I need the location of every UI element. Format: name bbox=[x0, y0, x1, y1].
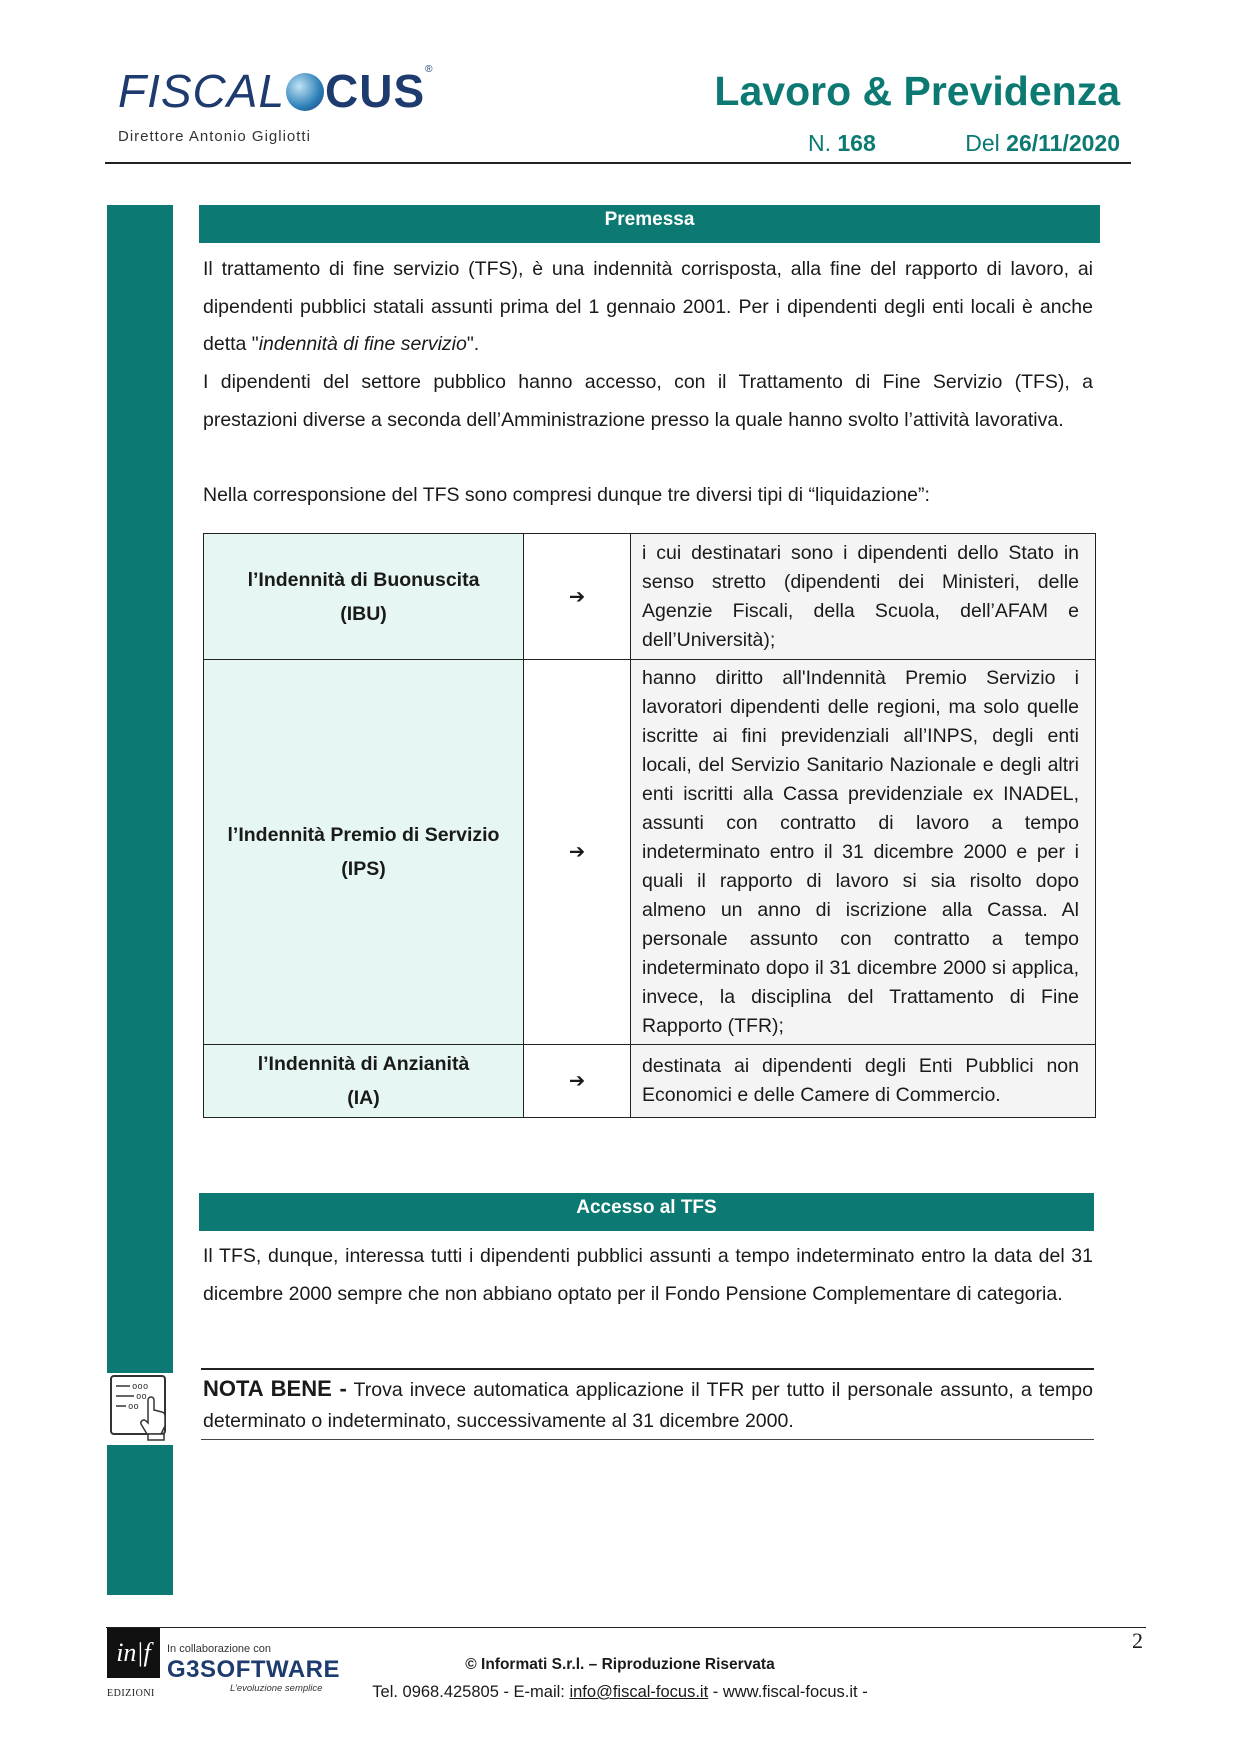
edizioni-label: EDIZIONI bbox=[107, 1688, 155, 1699]
svg-text:oo: oo bbox=[128, 1402, 139, 1412]
contact-line bbox=[0, 1683, 1240, 1702]
svg-text:oo: oo bbox=[136, 1392, 147, 1402]
g3-tagline: L’evoluzione semplice bbox=[230, 1683, 323, 1694]
website-text[interactable]: - www.fiscal-focus.it - bbox=[708, 1683, 868, 1701]
accesso-paragraph: Il TFS, dunque, interessa tutti i dipendenti pubblici assunti a tempo indeterminato entro la data del 31 dicembre 2000 sempre che non abbiano optato per il Fondo Pensione Complementare di categoria. bbox=[203, 1245, 1093, 1305]
nota-bene-box bbox=[203, 1373, 1093, 1437]
table-cell-name bbox=[204, 660, 524, 1045]
row-abbr: (IA) bbox=[347, 1087, 380, 1109]
g3-software-logo: G3SOFTWARE bbox=[167, 1656, 341, 1683]
note-hand-icon bbox=[108, 1372, 174, 1444]
issue-value: 168 bbox=[837, 130, 876, 156]
director-name: Direttore Antonio Gigliotti bbox=[118, 128, 311, 145]
logo-text-right: CUS bbox=[325, 65, 426, 117]
date-value: 26/11/2020 bbox=[1006, 130, 1120, 156]
row-name: l’Indennità Premio di Servizio bbox=[227, 824, 500, 846]
table-cell-description: destinata ai dipendenti degli Enti Pubblici non Economici e delle Camere di Commercio. bbox=[631, 1045, 1096, 1118]
premessa-p1-end: ". bbox=[466, 333, 480, 355]
issue-date bbox=[965, 130, 1120, 157]
table-row bbox=[204, 1045, 1096, 1118]
accesso-heading: Accesso al TFS bbox=[199, 1193, 1094, 1231]
table-cell-name bbox=[204, 534, 524, 660]
side-bar bbox=[107, 205, 173, 1373]
premessa-p1-text: Il trattamento di fine servizio (TFS), è una indennità corrisposta, alla fine del rapporto di lavoro, ai dipendenti pubblici statali assunti prima del 1 gennaio 2001. Per i dipendenti degli enti locali è anche detta " bbox=[203, 258, 1093, 355]
nota-bene-label: NOTA BENE - bbox=[203, 1376, 347, 1401]
arrow-right-icon: ➔ bbox=[524, 660, 631, 1045]
row-name: l’Indennità di Anzianità bbox=[257, 1053, 470, 1075]
copyright-notice: © Informati S.r.l. – Riproduzione Riservata bbox=[465, 1656, 775, 1673]
contact-tel: Tel. 0968.425805 - E-mail: bbox=[372, 1683, 570, 1701]
row-abbr: (IBU) bbox=[340, 602, 387, 625]
premessa-paragraph-3: Nella corresponsione del TFS sono compresi dunque tre diversi tipi di “liquidazione”: bbox=[203, 484, 930, 506]
table-cell-description: i cui destinatari sono i dipendenti dello Stato in senso stretto (dipendenti dei Ministeri, delle Agenzie Fiscali, della Scuola, dell’AFAM e dell’Università); bbox=[631, 534, 1096, 660]
premessa-paragraph-1 bbox=[203, 251, 1093, 364]
issue-prefix: N. bbox=[808, 130, 831, 156]
table-row bbox=[204, 534, 1096, 660]
nota-bene-bottom-rule bbox=[201, 1439, 1094, 1440]
table-cell-description: hanno diritto all'Indennità Premio Servizio i lavoratori dipendenti delle regioni, ma solo quelle iscritte ai fini previdenziali all’INPS, degli enti locali, del Servizio Sanitario Nazionale e degli altri enti iscritti alla Cassa previdenziale ex INADEL, assunti con contratto di lavoro a tempo indeterminato entro il 31 dicembre 2000 e per i quali il rapporto di lavoro si sia risolto dopo almeno un anno di iscrizione alla Cassa. Al personale assunto con contratto a tempo indeterminato dopo il 31 dicembre 2000 si applica, invece, la disciplina del Trattamento di Fine Rapporto (TFR); bbox=[631, 660, 1096, 1045]
issue-number bbox=[808, 130, 876, 157]
date-prefix: Del bbox=[965, 130, 1000, 156]
table-row bbox=[204, 660, 1096, 1045]
page-number: 2 bbox=[1132, 1628, 1143, 1653]
email-link[interactable]: info@fiscal-focus.it bbox=[569, 1683, 709, 1701]
collaboration-label: In collaborazione con bbox=[167, 1643, 271, 1655]
nota-bene-text: Trova invece automatica applicazione il TFR per tutto il personale assunto, a tempo determinato o indeterminato, successivamente al 31 dicembre 2000. bbox=[203, 1379, 1093, 1432]
premessa-p1-italic: indennità di fine servizio bbox=[258, 333, 467, 355]
arrow-right-icon: ➔ bbox=[524, 534, 631, 660]
inf-edizioni-logo: in|f bbox=[107, 1628, 160, 1678]
table-cell-name bbox=[204, 1045, 524, 1118]
arrow-right-icon: ➔ bbox=[524, 1045, 631, 1118]
footer-divider bbox=[106, 1627, 1146, 1628]
row-name: l’Indennità di Buonuscita bbox=[247, 568, 480, 591]
nota-bene-top-rule bbox=[201, 1368, 1094, 1370]
fiscalfocus-logo: FISCAL CUS® bbox=[118, 64, 434, 117]
row-abbr: (IPS) bbox=[341, 858, 386, 880]
logo-text-left: FISCAL bbox=[118, 65, 286, 117]
premessa-heading: Premessa bbox=[199, 205, 1100, 243]
header-divider bbox=[105, 162, 1131, 164]
tfs-types-table bbox=[203, 533, 1096, 1118]
section-title: Lavoro & Previdenza bbox=[714, 68, 1120, 114]
side-bar-lower bbox=[107, 1445, 173, 1595]
premessa-paragraph-2: I dipendenti del settore pubblico hanno accesso, con il Trattamento di Fine Servizio (TFS), a prestazioni diverse a seconda dell’Amministrazione presso la quale hanno svolto l’attività lavorativa. bbox=[203, 371, 1093, 431]
svg-text:ooo: ooo bbox=[132, 1382, 149, 1392]
globe-icon bbox=[286, 73, 324, 111]
